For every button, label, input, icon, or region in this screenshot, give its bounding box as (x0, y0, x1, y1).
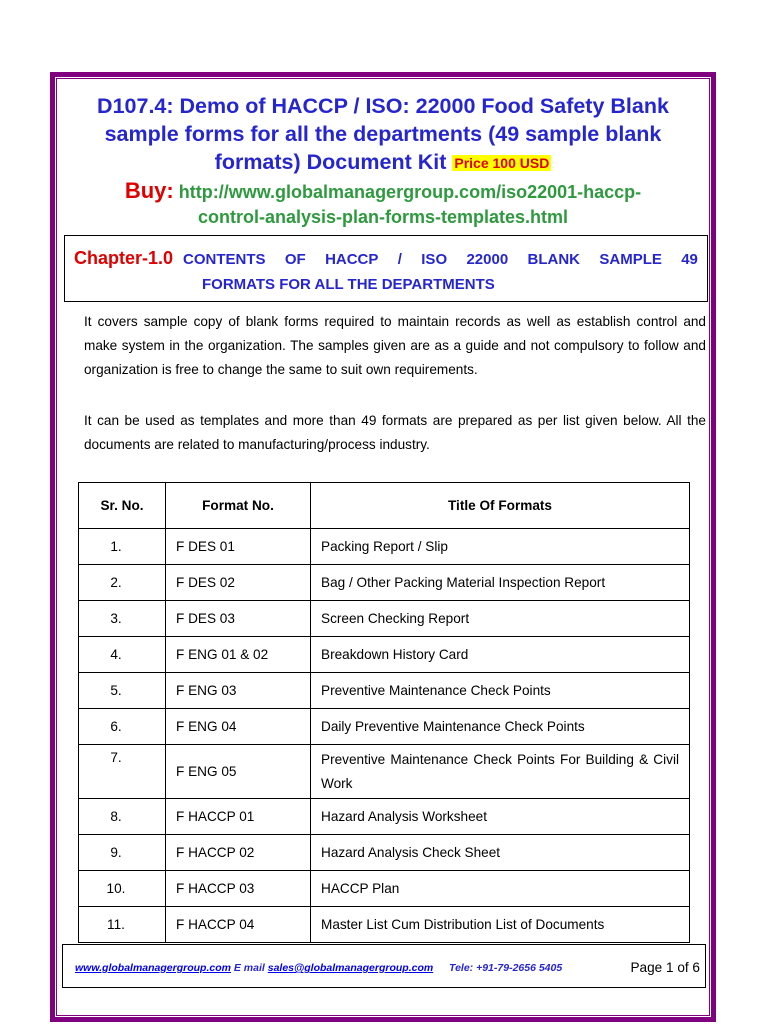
cell-title: Hazard Analysis Check Sheet (311, 835, 690, 871)
footer-email-label: E mail (233, 962, 265, 974)
cell-format-no: F DES 03 (166, 601, 311, 637)
title-line-2: sample forms for all the departments (49 sample blank (104, 122, 662, 146)
chapter-title-word: BLANK (527, 251, 581, 268)
chapter-title-word: CONTENTS (183, 251, 266, 268)
cell-sr-no: 1. (79, 529, 166, 565)
buy-url-part-1[interactable]: http://www.globalmanagergroup.com/iso22001-haccp- (178, 182, 642, 202)
cell-sr-no: 2. (79, 565, 166, 601)
cell-title: Screen Checking Report (311, 601, 690, 637)
intro-paragraph-1: It covers sample copy of blank forms required to maintain records as well as establish control and make system in the organization. The samples given are as a guide and not compulsory to follow and organization is free to change the same to suit own requirements. (84, 314, 706, 377)
cell-title: Bag / Other Packing Material Inspection Report (311, 565, 690, 601)
chapter-title-word: SAMPLE (599, 251, 662, 268)
table-row (79, 871, 690, 907)
footer-telephone: Tele: +91-79-2656 5405 (449, 962, 563, 974)
chapter-title-line-1 (183, 251, 698, 268)
cell-format-no: F DES 02 (166, 565, 311, 601)
chapter-title-line-2: FORMATS FOR ALL THE DEPARTMENTS (202, 276, 495, 293)
formats-table (78, 482, 690, 943)
chapter-heading-line-1 (74, 248, 698, 269)
cell-title: Daily Preventive Maintenance Check Points (311, 709, 690, 745)
cell-format-no: F HACCP 02 (166, 835, 311, 871)
footer-email-link[interactable]: sales@globalmanagergroup.com (267, 962, 434, 974)
chapter-title-word: OF (284, 251, 306, 268)
title-line-1: D107.4: Demo of HACCP / ISO: 22000 Food Safety Blank (97, 94, 669, 118)
cell-title: Master List Cum Distribution List of Documents (311, 907, 690, 943)
cell-sr-no: 8. (79, 799, 166, 835)
cell-sr-no: 6. (79, 709, 166, 745)
cell-format-no: F HACCP 04 (166, 907, 311, 943)
cell-format-no: F ENG 05 (166, 745, 311, 799)
title-line-3 (62, 148, 704, 178)
cell-sr-no: 10. (79, 871, 166, 907)
cell-sr-no: 11. (79, 907, 166, 943)
cell-title: Packing Report / Slip (311, 529, 690, 565)
cell-title: Breakdown History Card (311, 637, 690, 673)
page-number: Page 1 of 6 (630, 960, 700, 975)
price-badge: Price 100 USD (454, 155, 550, 171)
cell-sr-no: 7. (79, 745, 166, 799)
buy-url-part-2[interactable]: control-analysis-plan-forms-templates.html (197, 207, 569, 227)
cell-format-no: F HACCP 03 (166, 871, 311, 907)
table-row (79, 799, 690, 835)
cell-format-no: F DES 01 (166, 529, 311, 565)
cell-sr-no: 5. (79, 673, 166, 709)
chapter-title-word: / (397, 251, 402, 268)
intro-paragraph-2: It can be used as templates and more than 49 formats are prepared as per list given below. All the documents are related to manufacturing/process industry. (84, 413, 706, 452)
chapter-title-word: 49 (681, 251, 698, 268)
cell-sr-no: 3. (79, 601, 166, 637)
buy-label: Buy: (124, 178, 174, 203)
table-header-row (79, 483, 690, 529)
cell-format-no: F ENG 03 (166, 673, 311, 709)
document-title (62, 92, 704, 178)
footer-website-link[interactable]: www.globalmanagergroup.com (75, 962, 231, 974)
cell-title: Preventive Maintenance Check Points (311, 673, 690, 709)
footer (75, 962, 700, 974)
cell-title: Preventive Maintenance Check Points For Building & Civil Work (311, 745, 690, 799)
chapter-title-word: HACCP (325, 251, 379, 268)
header-format-no: Format No. (166, 483, 311, 529)
cell-format-no: F HACCP 01 (166, 799, 311, 835)
table-row (79, 907, 690, 943)
cell-sr-no: 4. (79, 637, 166, 673)
table-row (79, 709, 690, 745)
table-row (79, 637, 690, 673)
buy-line-1 (62, 178, 704, 205)
table-row (79, 529, 690, 565)
cell-title: Hazard Analysis Worksheet (311, 799, 690, 835)
header-title: Title Of Formats (311, 483, 690, 529)
table-row (79, 673, 690, 709)
chapter-title-word: 22000 (466, 251, 509, 268)
cell-title: HACCP Plan (311, 871, 690, 907)
table-row (79, 835, 690, 871)
table-row (79, 745, 690, 799)
cell-sr-no: 9. (79, 835, 166, 871)
chapter-label: Chapter-1.0 (74, 248, 174, 268)
cell-format-no: F ENG 04 (166, 709, 311, 745)
table-row (79, 565, 690, 601)
chapter-title-word: ISO (421, 251, 448, 268)
header-sr-no: Sr. No. (79, 483, 166, 529)
title-line-3-text: formats) Document Kit (214, 150, 447, 174)
table-row (79, 601, 690, 637)
buy-section (62, 178, 704, 230)
cell-format-no: F ENG 01 & 02 (166, 637, 311, 673)
